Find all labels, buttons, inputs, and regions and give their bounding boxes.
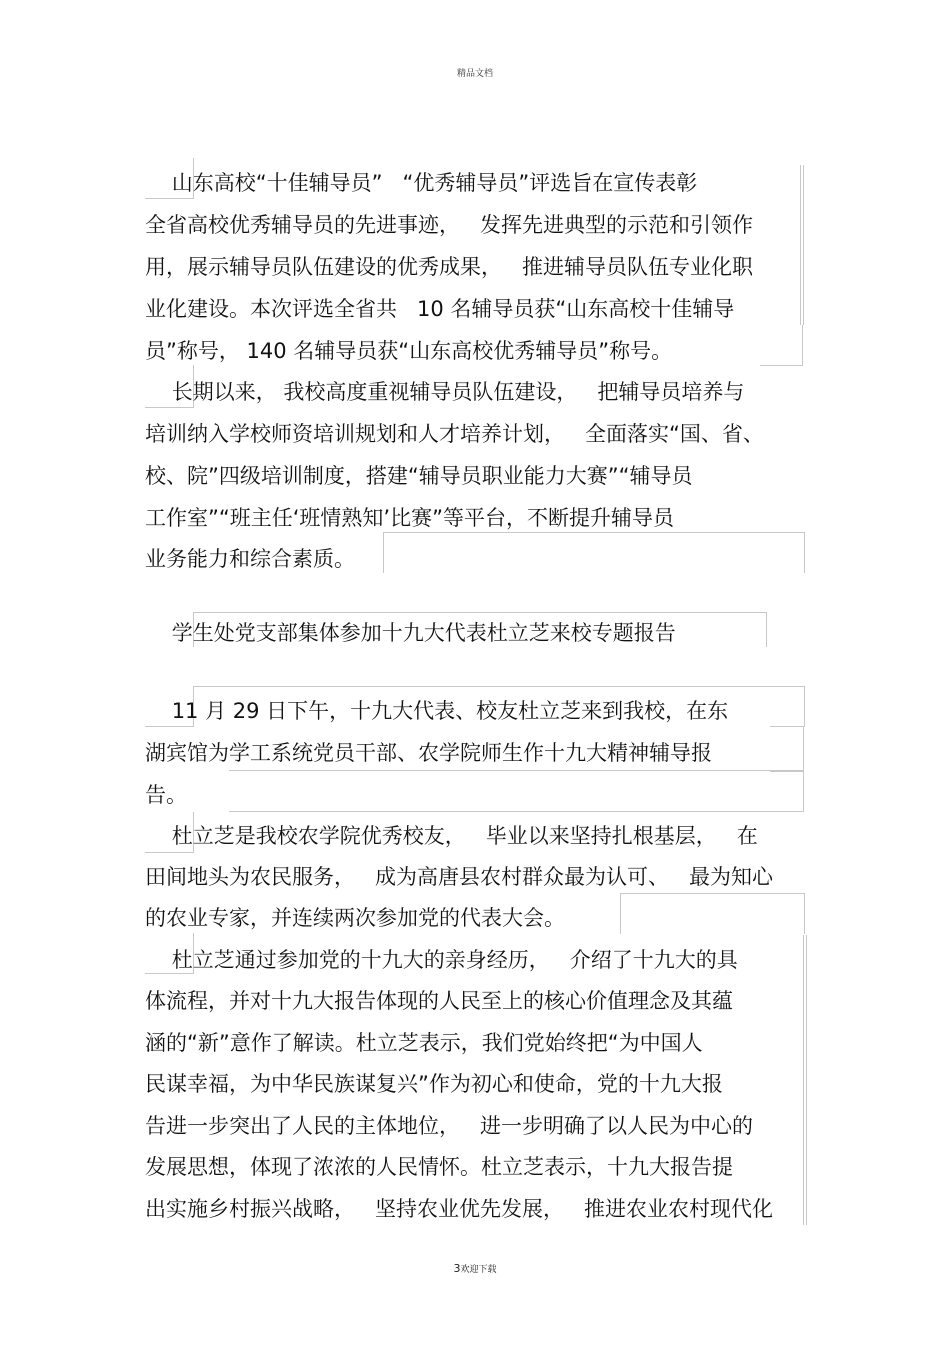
text-line: 涵的“新”意作了解读。杜立芝表示，我们党始终把“为中国人	[145, 1031, 703, 1055]
frame-line	[803, 935, 807, 1225]
text-line: 业务能力和综合素质。	[145, 547, 355, 571]
footer-text: 欢迎下载	[460, 1265, 497, 1275]
text-line: 杜立芝是我校农学院优秀校友， 毕业以来坚持扎根基层， 在	[145, 824, 758, 848]
text-line: 校、院”四级培训制度，搭建“辅导员职业能力大赛”“辅导员	[145, 464, 693, 488]
text-line: 11 月 29 日下午，十九大代表、校友杜立芝来到我校，在东	[145, 699, 729, 723]
text-line: 出实施乡村振兴战略， 坚持农业优先发展， 推进农业农村现代化	[145, 1197, 774, 1221]
page-number: 3	[453, 1262, 461, 1275]
page-header: 精品文档	[456, 69, 493, 79]
text-line: 湖宾馆为学工系统党员干部、农学院师生作十九大精神辅导报	[145, 741, 712, 765]
text-line: 田间地头为农民服务， 成为高唐县农村群众最为认可、 最为知心	[145, 865, 774, 889]
section-heading: 学生处党支部集体参加十九大代表杜立芝来校专题报告	[145, 621, 676, 645]
text-line: 杜立芝通过参加党的十九大的亲身经历， 介绍了十九大的具	[145, 948, 738, 972]
text-line: 员”称号， 140 名辅导员获“山东高校优秀辅导员”称号。	[145, 339, 673, 363]
frame-line	[800, 165, 804, 325]
text-line: 长期以来， 我校高度重视辅导员队伍建设， 把辅导员培养与	[145, 380, 745, 404]
text-line: 用，展示辅导员队伍建设的优秀成果， 推进辅导员队伍专业化职	[145, 255, 754, 279]
text-line: 全省高校优秀辅导员的先进事迹， 发挥先进典型的示范和引领作	[145, 213, 754, 237]
text-line: 山东高校“十佳辅导员” “优秀辅导员”评选旨在宣传表彰	[145, 171, 698, 195]
text-line: 体流程，并对十九大报告体现的人民至上的核心价值理念及其蕴	[145, 989, 733, 1013]
text-line: 的农业专家，并连续两次参加党的代表大会。	[145, 906, 565, 930]
text-line: 发展思想，体现了浓浓的人民情怀。杜立芝表示，十九大报告提	[145, 1155, 733, 1179]
text-line: 培训纳入学校师资培训规划和人才培养计划， 全面落实“国、省、	[145, 422, 764, 446]
text-line: 告进一步突出了人民的主体地位， 进一步明确了以人民为中心的	[145, 1114, 754, 1138]
frame-line	[760, 325, 803, 366]
frame-line	[770, 726, 804, 772]
text-line: 业化建设。本次评选全省共 10 名辅导员获“山东高校十佳辅导	[145, 297, 735, 321]
text-line: 民谋幸福，为中华民族谋复兴”作为初心和使命，党的十九大报	[145, 1072, 723, 1096]
frame-line	[229, 770, 804, 812]
page-footer	[0, 1262, 950, 1275]
frame-line	[383, 532, 805, 573]
frame-line	[620, 893, 805, 934]
text-line: 工作室”“班主任‘班情熟知’比赛”等平台，不断提升辅导员	[145, 506, 674, 530]
text-line: 告。	[145, 783, 187, 807]
